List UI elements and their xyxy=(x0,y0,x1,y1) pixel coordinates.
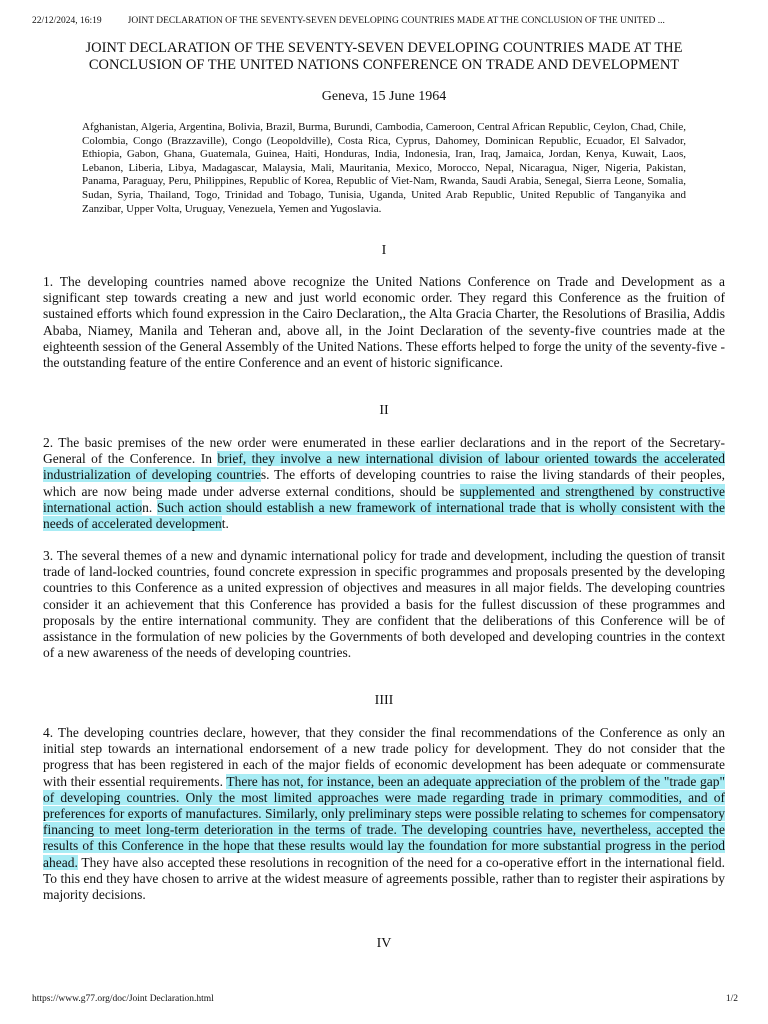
section-heading-1: I xyxy=(381,243,387,258)
document-place-date: Geneva, 15 June 1964 xyxy=(321,89,447,104)
print-page-number: 1/2 xyxy=(725,994,738,1004)
signatory-countries: Afghanistan, Algeria, Argentina, Bolivia, Brazil, Burma, Burundi, Cambodia, Cameroon, Central African Republic, Ceylon, Chad, Chile, Colombia, Congo (Brazzaville), Congo (Leopoldville), Costa Rica, Cyprus, Dahomey, Dominican Republic, Ecuador, El Salvador, Ethiopia, Gabon, Ghana, Guatemala, Guinea, Haiti, Honduras, India, Indonesia, Iran, Iraq, Jamaica, Jordan, Kenya, Kuwait, Laos, Lebanon, Liberia, Libya, Madagascar, Malaysia, Mali, Mauritania, Mexico, Morocco, Nepal, Nicaragua, Niger, Nigeria, Pakistan, Panama, Paraguay, Peru, Philippines, Republic of Korea, Republic of Viet-Nam, Rwanda, Saudi Arabia, Senegal, Sierra Leone, Somalia, Sudan, Syria, Thailand, Togo, Trinidad and Tobago, Tunisia, Uganda, United Arab Republic, United Republic of Tanganyika and Zanzibar, Upper Volta, Uruguay, Venezuela, Yemen and Yugoslavia. xyxy=(82,121,686,215)
paragraph-2-text-a: 2. The basic premises of the new order were enumerated in these earlier declarations and in the report of the Secretary-General of the Conference. In xyxy=(43,435,725,467)
print-datetime: 22/12/2024, 16:19 xyxy=(32,16,102,26)
highlight-1: brief, they involve a new international division of labour oriented towards the accelerated industrialization of developing countrie xyxy=(43,451,725,483)
paragraph-4-text-a: 4. The developing countries declare, however, that they consider the final recommendations of the Conference as only an initial step towards an international endorsement of a new trade policy for development. They do not consider that the progress that has been registered in each of the major fields of economic development has been adequate or commensurate with their essential requirements. xyxy=(43,725,725,789)
print-url: https://www.g77.org/doc/Joint Declaration.html xyxy=(32,994,214,1004)
paragraph-2 xyxy=(43,435,725,532)
paragraph-3: 3. The several themes of a new and dynamic international policy for trade and development, including the question of transit trade of land-locked countries, found concrete expression in specific programmes and proposals presented by the developing countries to this Conference as a united expression of objectives and measures in all major fields. The developing countries consider it an achievement that this Conference has provided a basis for the fullest discussion of these programmes and proposals by the entire international community. They are confident that the deliberations of this Conference will be of assistance in the formulation of new policies by the Governments of both developed and developing countries in the context of a new awareness of the needs of developing countries. xyxy=(43,548,725,661)
paragraph-1: 1. The developing countries named above recognize the United Nations Conference on Trade and Development as a significant step towards creating a new and just world economic order. They regard this Conference as the fruition of sustained efforts which found expression in the Cairo Declaration,, the Alta Gracia Charter, the Resolutions of Brasilia, Addis Ababa, Niamey, Manila and Teheran and, above all, in the Joint Declaration of the seventy-five countries made at the eighteenth session of the General Assembly of the United Nations. These efforts helped to forge the unity of the seventy-five - the outstanding feature of the entire Conference and an event of historic significance. xyxy=(43,274,725,371)
highlight-4: There has not, for instance, been an adequate appreciation of the problem of the "trade gap" of developing countries. Only the most limited approaches were made regarding trade in primary commodities, and of preferences for exports of manufactures. Similarly, only preliminary steps were possible relating to schemes for compensatory financing to meet long-term deterioration in the terms of trade. The developing countries have, nevertheless, accepted the results of this Conference in the hope that these results would lay the foundation for more substantial progress in the period ahead. xyxy=(43,773,725,870)
paragraph-2-text-c: n. xyxy=(142,499,157,515)
highlight-3: Such action should establish a new framework of international trade that is wholly consistent with the needs of accelerated developmen xyxy=(43,499,726,532)
paragraph-2-text-d: t. xyxy=(221,516,229,532)
paragraph-2-text-b: s. The efforts of developing countries to raise the living standards of their peoples, which are now being made under adverse external conditions, should be xyxy=(43,467,725,499)
paragraph-4-text-b: They have also accepted these resolutions in recognition of the need for a co-operative effort in the international field. To this end they have chosen to arrive at the widest measure of agreements possible, rather than to register their aspirations by majority decisions. xyxy=(43,854,725,903)
print-header xyxy=(32,16,736,26)
section-heading-3: IIII xyxy=(374,693,394,708)
print-footer xyxy=(32,994,738,1004)
print-page-title: JOINT DECLARATION OF THE SEVENTY-SEVEN DEVELOPING COUNTRIES MADE AT THE CONCLUSION OF THE UNITED ... xyxy=(127,16,665,26)
section-heading-4: IV xyxy=(376,936,392,951)
section-heading-2: II xyxy=(379,403,389,418)
highlight-2: supplemented and strengthened by constructive international actio xyxy=(43,483,725,515)
document-title: JOINT DECLARATION OF THE SEVENTY-SEVEN DEVELOPING COUNTRIES MADE AT THE CONCLUSION OF THE UNITED NATIONS CONFERENCE ON TRADE AND DEVELOPMENT xyxy=(85,40,683,73)
paragraph-4 xyxy=(43,725,725,903)
